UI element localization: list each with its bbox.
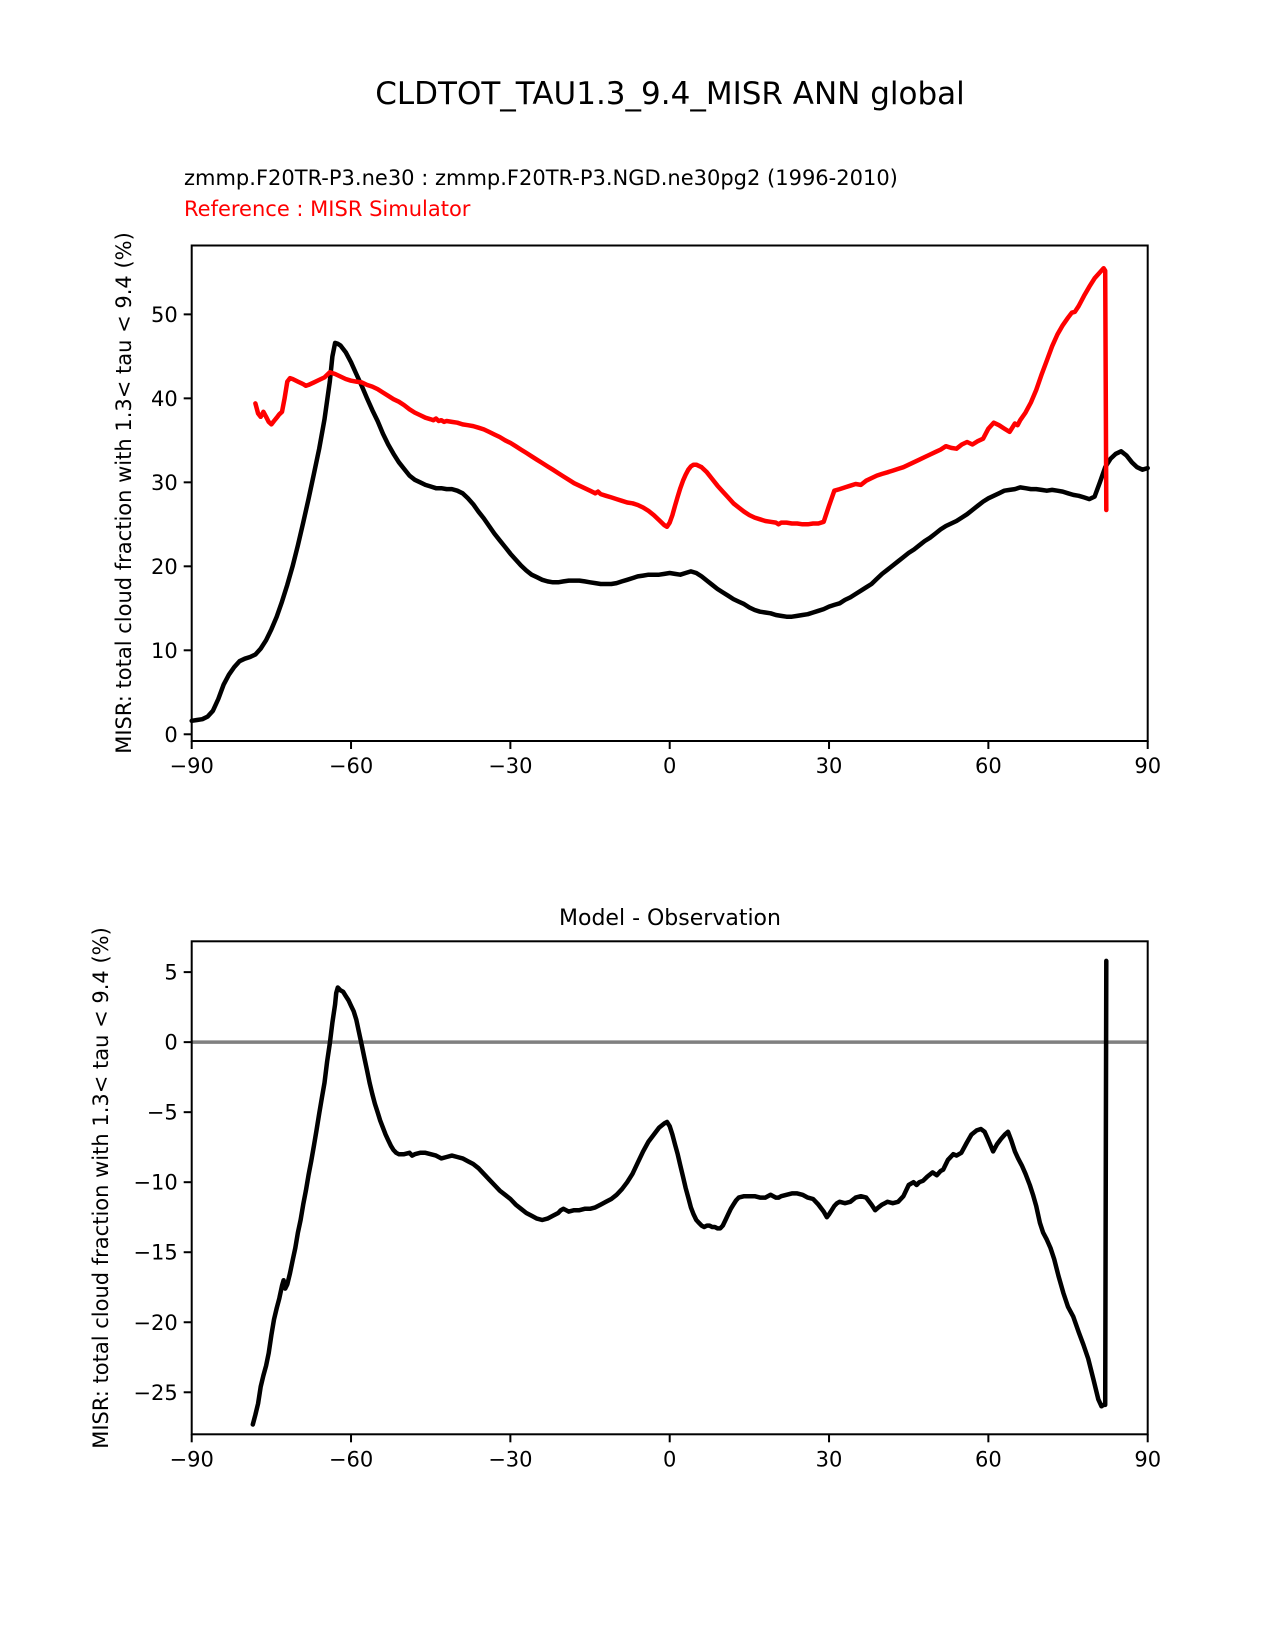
x-tick-label: −90 <box>169 1447 214 1472</box>
x-tick-label: −90 <box>169 754 214 778</box>
y-tick-label: 50 <box>150 302 178 327</box>
x-tick-label: 0 <box>663 1447 677 1472</box>
x-tick-label: 0 <box>663 754 677 778</box>
y-tick-label: 20 <box>150 554 178 579</box>
plot-box <box>192 246 1148 742</box>
model-minus-observation-line <box>253 961 1107 1425</box>
top-y-axis-label: MISR: total cloud fraction with 1.3< tau < 9.4 (%) <box>112 232 136 754</box>
x-tick-label: −60 <box>328 1447 374 1472</box>
y-tick-label: 0 <box>164 1030 178 1055</box>
x-tick-label: 60 <box>974 1447 1002 1472</box>
y-tick-label: −25 <box>133 1380 178 1405</box>
figure-title: CLDTOT_TAU1.3_9.4_MISR ANN global <box>375 76 965 112</box>
model-line <box>192 343 1148 721</box>
x-tick-label: −30 <box>488 754 533 778</box>
y-tick-label: −15 <box>133 1240 178 1265</box>
x-tick-label: 90 <box>1134 1447 1162 1472</box>
difference-panel <box>133 941 1161 1471</box>
y-tick-label: 0 <box>164 722 178 747</box>
x-tick-label: 90 <box>1134 754 1162 778</box>
x-tick-label: 60 <box>974 754 1002 778</box>
y-tick-label: −10 <box>133 1170 178 1195</box>
x-tick-label: −30 <box>488 1447 533 1472</box>
x-tick-label: 30 <box>815 1447 843 1472</box>
model-run-label: zmmp.F20TR-P3.ne30 : zmmp.F20TR-P3.NGD.ne30pg2 (1996-2010) <box>184 166 898 190</box>
y-tick-label: −5 <box>146 1100 178 1125</box>
y-tick-label: 10 <box>150 638 178 663</box>
y-tick-label: 30 <box>150 470 178 495</box>
x-tick-label: −60 <box>328 754 374 778</box>
reference-misr-simulator-line <box>255 268 1106 527</box>
y-tick-label: −20 <box>133 1310 178 1335</box>
top-panel <box>151 246 1161 779</box>
y-tick-label: 5 <box>164 960 178 985</box>
x-tick-label: 30 <box>815 754 843 778</box>
bottom-y-axis-label: MISR: total cloud fraction with 1.3< tau < 9.4 (%) <box>89 927 113 1449</box>
difference-panel-title: Model - Observation <box>559 906 781 931</box>
reference-label: Reference : MISR Simulator <box>184 197 471 221</box>
y-tick-label: 40 <box>150 386 178 411</box>
